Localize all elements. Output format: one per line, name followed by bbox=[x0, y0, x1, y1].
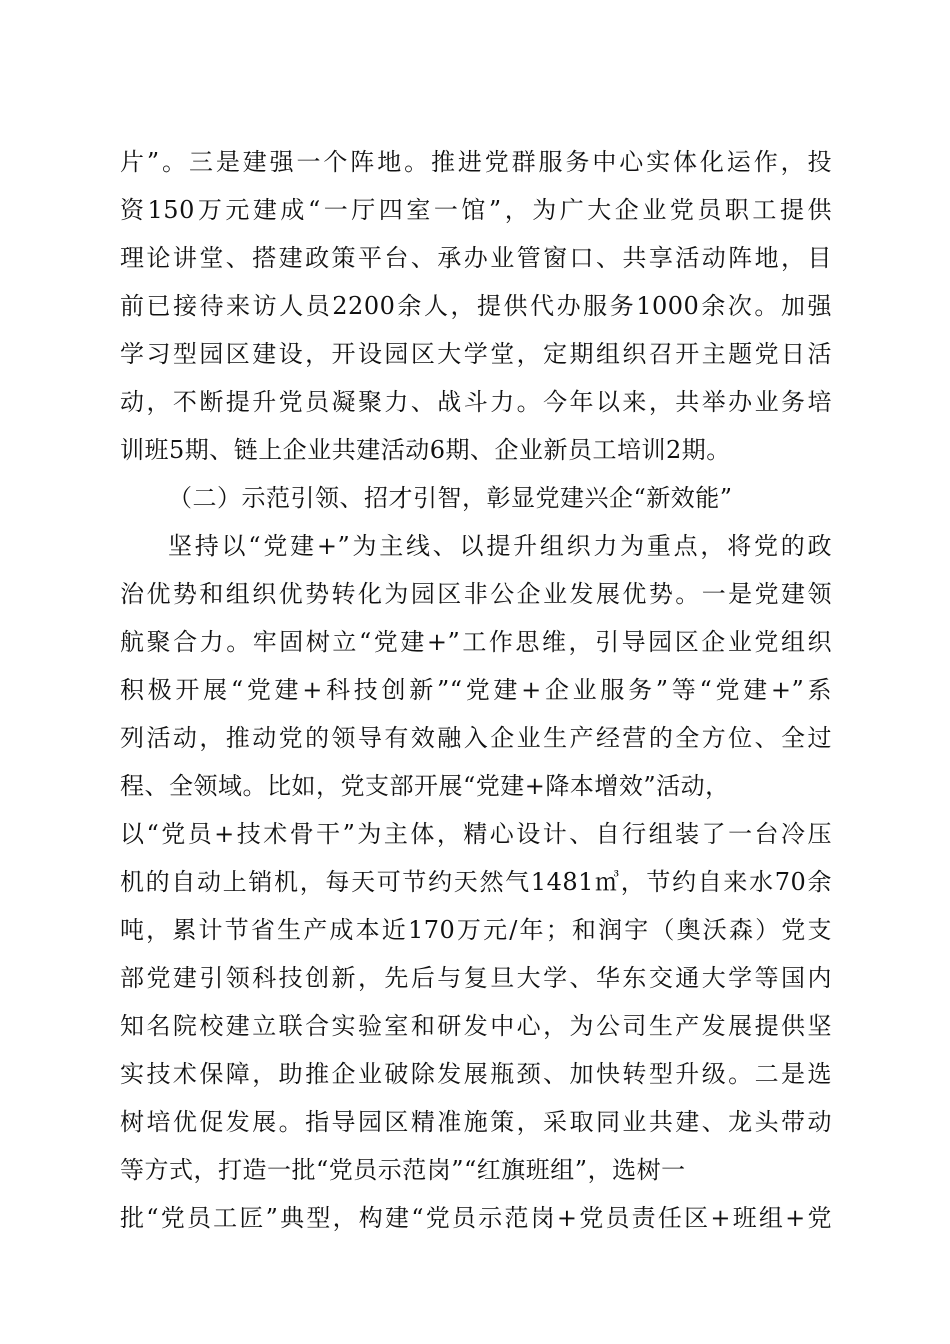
text-line: 航聚合力。牢固树立“党建+”工作思维，引导园区企业党组织 bbox=[120, 628, 832, 656]
text-line: 吨，累计节省生产成本近170万元/年；和润宇（奥沃森）党支 bbox=[120, 916, 832, 944]
text-line: 治优势和组织优势转化为园区非公企业发展优势。一是党建领 bbox=[120, 580, 832, 608]
text-line: 机的自动上销机，每天可节约天然气1481㎥，节约自来水70余 bbox=[120, 868, 832, 896]
text-line: 片”。三是建强一个阵地。推进党群服务中心实体化运作，投 bbox=[120, 148, 832, 176]
text-line: 部党建引领科技创新，先后与复旦大学、华东交通大学等国内 bbox=[120, 964, 832, 992]
text-line: 列活动，推动党的领导有效融入企业生产经营的全方位、全过 bbox=[120, 724, 832, 752]
text-line: 前已接待来访人员2200余人，提供代办服务1000余次。加强 bbox=[120, 292, 832, 320]
text-line: 训班5期、链上企业共建活动6期、企业新员工培训2期。 bbox=[120, 436, 731, 464]
text-line: 程、全领域。比如，党支部开展“党建+降本增效”活动， bbox=[120, 772, 730, 800]
text-line: 知名院校建立联合实验室和研发中心，为公司生产发展提供坚 bbox=[120, 1012, 832, 1040]
text-line: 批“党员工匠”典型，构建“党员示范岗+党员责任区+班组+党 bbox=[120, 1204, 832, 1232]
text-line: 等方式，打造一批“党员示范岗”“红旗班组”，选树一 bbox=[120, 1156, 686, 1184]
text-line: 动，不断提升党员凝聚力、战斗力。今年以来，共举办业务培 bbox=[120, 388, 832, 416]
text-line: 以“党员+技术骨干”为主体，精心设计、自行组装了一台冷压 bbox=[120, 820, 832, 848]
section-heading: （二）示范引领、招才引智，彰显党建兴企“新效能” bbox=[168, 484, 733, 512]
text-line: 树培优促发展。指导园区精准施策，采取同业共建、龙头带动 bbox=[120, 1108, 832, 1136]
text-line: 实技术保障，助推企业破除发展瓶颈、加快转型升级。二是选 bbox=[120, 1060, 832, 1088]
paragraph-first-line: 坚持以“党建+”为主线、以提升组织力为重点，将党的政 bbox=[168, 532, 832, 560]
text-line: 积极开展“党建+科技创新”“党建+企业服务”等“党建+”系 bbox=[120, 676, 832, 704]
text-line: 资150万元建成“一厅四室一馆”，为广大企业党员职工提供 bbox=[120, 196, 832, 224]
text-line: 理论讲堂、搭建政策平台、承办业管窗口、共享活动阵地，目 bbox=[120, 244, 832, 272]
text-line: 学习型园区建设，开设园区大学堂，定期组织召开主题党日活 bbox=[120, 340, 832, 368]
